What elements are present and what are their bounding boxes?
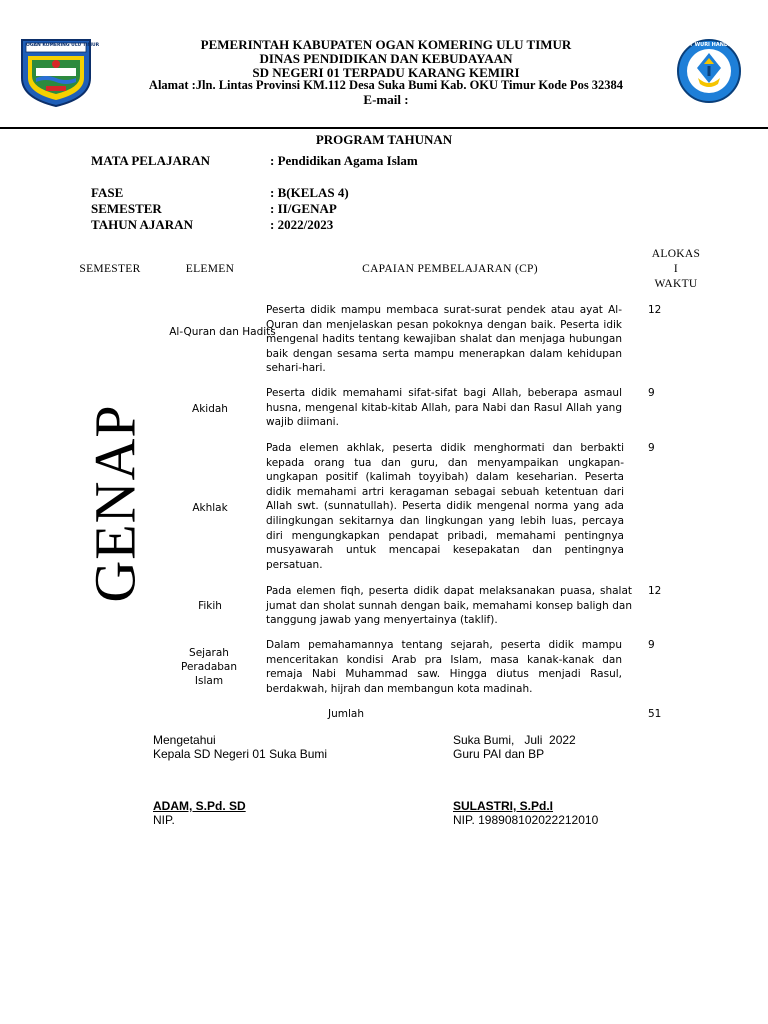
sig-left-nip: NIP. — [153, 813, 175, 827]
header-alokasi-line2: I — [673, 263, 679, 275]
info-value-semester: : II/GENAP — [270, 201, 337, 216]
elemen-sejarah-peradaban-islam: Sejarah Peradaban Islam — [180, 647, 238, 687]
sig-left-mengetahui: Mengetahui — [153, 733, 216, 747]
jumlah-value: 51 — [648, 708, 662, 720]
info-value-fase: : B(KELAS 4) — [270, 185, 349, 200]
letterhead-email: E-mail : — [363, 92, 409, 107]
sig-right-title: Guru PAI dan BP — [453, 747, 545, 761]
semester-value: GENAP — [82, 403, 148, 603]
info-label-fase: FASE — [91, 185, 124, 200]
cp-akidah: Peserta didik memahami sifat-sifat bagi Allah, beberapa asmaul husna, mengenal kitab-kitab Allah, para Nabi dan Rasul Allah yang wajib diimani. — [266, 387, 622, 429]
cp-sejarah-peradaban-islam: Dalam pemahamannya tentang sejarah, peserta didik mampu menceritakan kondisi Arab pra Islam, masa kanak-kanak dan remaja Nabi Muhammad saw. Hingga diutus menjadi Rasul, berdakwah, hijrah dan membangun kota madinah. — [266, 639, 622, 695]
document-title: PROGRAM TAHUNAN — [315, 132, 453, 147]
elemen-fikih: Fikih — [198, 600, 222, 612]
info-label-mata-pelajaran: MATA PELAJARAN — [91, 153, 211, 168]
info-label-semester: SEMESTER — [91, 201, 162, 216]
letterhead-school: SD NEGERI 01 TERPADU KARANG KEMIRI — [252, 65, 520, 80]
district-logo — [18, 38, 100, 108]
letterhead-address: Alamat :Jln. Lintas Provinsi KM.112 Desa Suka Bumi Kab. OKU Timur Kode Pos 32384 — [148, 78, 624, 92]
info-label-tahun-ajaran: TAHUN AJARAN — [91, 217, 193, 232]
cp-akhlak: Pada elemen akhlak, peserta didik menghormati dan berbakti kepada orang tua dan guru, dan menyampaikan ungkapan-ungkapan positif (kalimah toyyibah) dalam keseharian. Peserta didik memahami artri keragaman sebagai sebuah ketentuan dari Allah swt. (sunnatullah). Peserta didik mengenal norma yang ada dilingkungan sekitarnya dan lingkungan yang lebih luas, percaya diri mengungkapkan pendapat pribadi, memahami pentingnya musyawarah untuk mencapai kesepakatan dan pentingnya persatuan. — [266, 442, 624, 571]
elemen-akidah: Akidah — [192, 403, 228, 415]
tut-wuri-handayani-logo-text: TUT WURI HANDAYANI — [682, 42, 745, 48]
waktu-al-quran-hadits: 12 — [648, 304, 662, 316]
sig-right-name: SULASTRI, S.Pd.I — [453, 799, 554, 813]
letterhead-government: PEMERINTAH KABUPATEN OGAN KOMERING ULU TIMUR — [200, 37, 572, 52]
elemen-akhlak: Akhlak — [192, 502, 228, 514]
jumlah-label: Jumlah — [328, 708, 364, 720]
sig-right-place-date: Suka Bumi, Juli 2022 — [453, 733, 576, 747]
letterhead-divider — [0, 127, 768, 129]
waktu-sejarah-peradaban-islam: 9 — [648, 639, 655, 651]
header-capaian: CAPAIAN PEMBELAJARAN (CP) — [362, 263, 538, 275]
elemen-al-quran-hadits: Al-Quran dan Hadits — [169, 326, 276, 338]
info-value-tahun-ajaran: : 2022/2023 — [270, 217, 334, 232]
cp-al-quran-hadits: Peserta didik mampu membaca surat-surat pendek atau ayat Al-Quran dan menjelaskan pesan pokoknya dengan baik. Peserta idik mengenal hadits tentang kewajiban shalat dan menjaga hubungan baik dengan sesama serta mampu menerapkan dalam kehidupan sehari-hari. — [266, 304, 622, 375]
waktu-akhlak: 9 — [648, 442, 655, 454]
cp-fikih: Pada elemen fiqh, peserta didik dapat melaksanakan puasa, shalat jumat dan sholat sunnah dengan baik, memahami konsep baligh dan tanggung jawab yang menyertainya (taklif). — [266, 585, 632, 627]
waktu-fikih: 12 — [648, 585, 662, 597]
sig-right-nip: NIP. 198908102022212010 — [453, 813, 599, 827]
header-alokasi-line3: WAKTU — [654, 278, 698, 290]
sig-left-title: Kepala SD Negeri 01 Suka Bumi — [153, 747, 328, 761]
header-alokasi-line1: ALOKAS — [651, 248, 701, 260]
letterhead-agency: DINAS PENDIDIKAN DAN KEBUDAYAAN — [259, 51, 513, 66]
sig-left-name: ADAM, S.Pd. SD — [153, 799, 246, 813]
header-semester: SEMESTER — [79, 263, 141, 275]
waktu-akidah: 9 — [648, 387, 655, 399]
header-elemen: ELEMEN — [185, 263, 235, 275]
district-logo-text: OGAN KOMERING ULU TIMUR — [26, 43, 100, 48]
info-value-mata-pelajaran: : Pendidikan Agama Islam — [270, 153, 418, 168]
